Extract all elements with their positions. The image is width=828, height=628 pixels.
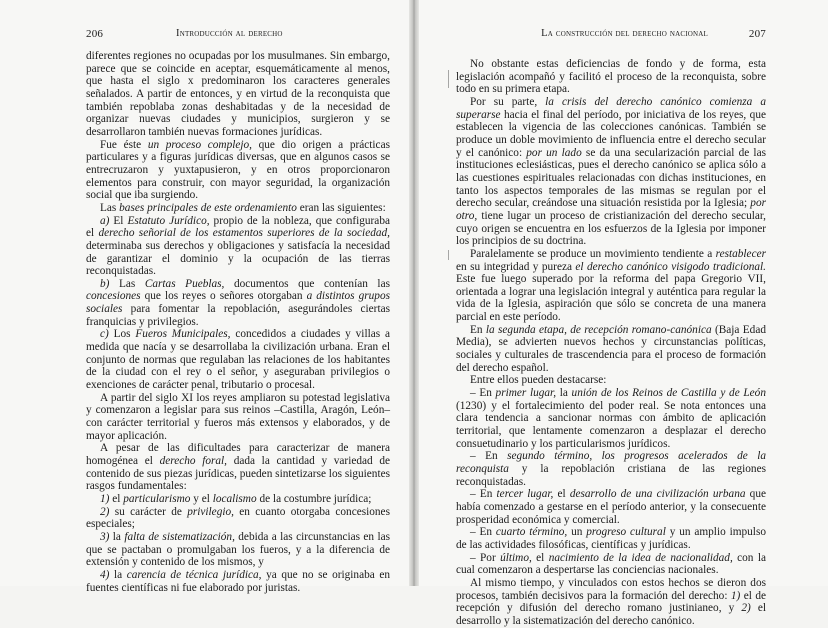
italic-text: carencia de técnica jurídica, [126, 568, 262, 581]
paragraph [86, 493, 390, 506]
text-run: se da una secularización parcial de las instituciones eclesiásticas, pues el derecho canónico se aplica sólo a las cuestiones espirituales relacionadas con dichas instituciones, en tanto los aspectos temporales de las mismas se regulan por el derecho secular, creándose una situación resistida por la Iglesia; [456, 146, 766, 210]
text-run: Fue éste [100, 138, 148, 151]
italic-text: 3) [100, 530, 113, 543]
text-run: Este fue luego superado por la reforma del papa Gregorio VII, orientada a lograr una legislación integral y auténtica para regular la vida de la Iglesia, aspiración que sólo se concreta de una manera parcial en este período. [456, 273, 766, 324]
italic-text: primer lugar, [495, 387, 557, 400]
italic-text: por otro, [456, 197, 766, 222]
text-run: y un amplio impulso de las actividades filosóficas, científicas y jurídicas. [456, 526, 766, 551]
italic-text: bases principales de este ordenamiento [119, 201, 297, 214]
text-run: determinaba sus derechos y obligaciones y satisfacía la necesidad de garantizar el dominio y la ocupación de las tierras reconquistadas. [86, 239, 390, 278]
left-page [0, 0, 410, 594]
paragraph [86, 392, 390, 443]
paragraph [456, 387, 766, 450]
text-run: – En [470, 526, 496, 539]
italic-text: a distintos grupos sociales [86, 290, 390, 316]
text-run: A partir del siglo XI los reyes ampliaron su potestad legislativa y comenzaron a legislar para sus reinos –Castilla, Aragón, León– con carácter territorial y fueros más extensos y elaborados, y de mayor aplicación. [86, 391, 390, 442]
text-run: Paralelamente se produce un movimiento tendiente a [470, 247, 716, 260]
text-run: la [114, 568, 127, 581]
text-run: ya que no se originaba en fuentes científicas ni fue elaborado por juristas. [86, 568, 390, 594]
italic-text: derecho foral, [159, 455, 228, 467]
paragraph [86, 506, 390, 531]
italic-text: nacimiento de la idea de nacionalidad, [548, 551, 733, 564]
text-run: En [470, 323, 486, 336]
text-run: – En [470, 488, 497, 501]
text-run: eran las siguientes: [296, 201, 386, 214]
paragraph [86, 569, 390, 594]
text-run: No obstante estas deficiencias de fondo y de forma, esta legislación acompañó y facilitó el proceso de la reconquista, sobre todo en su primera etapa. [456, 58, 766, 96]
paragraph [456, 96, 766, 248]
text-run: Al mismo tiempo, y vinculados con estos hechos se dieron dos procesos, también decisivos para la formación del derecho: [456, 576, 766, 602]
right-page [418, 0, 828, 627]
text-run: tiene lugar un proceso de cristianización del derecho secular, cuyo origen se encuentra en los esfuerzos de la Iglesia por imponer los principios de su doctrina. [456, 209, 766, 248]
paragraph [86, 215, 390, 278]
paragraph [86, 531, 390, 569]
italic-text: privilegio, [187, 505, 234, 518]
paragraph [456, 526, 766, 551]
paragraph [456, 552, 766, 577]
left-page-number: 206 [86, 28, 104, 40]
text-run: el [112, 492, 124, 505]
italic-text: 2) [741, 602, 751, 615]
italic-text: desarrollo de una civilización urbana [569, 488, 746, 501]
text-run: – Por [470, 551, 501, 564]
text-run: que dio origen a prácticas particulares y a figuras jurídicas diversas, que en algunos casos se entrecruzaron y yuxtapusieron, y en otros proporcionaron elementos para construir, con mayor seguridad, la organización social que iba surgiendo. [86, 138, 390, 202]
italic-text: 4) [100, 568, 114, 581]
text-run: hacia el final del período, por iniciativa de los reyes, que establecen la vigencia de las colecciones canónicas. También se produce un doble movimiento de influencia entre el derecho secular y el canónico: [456, 108, 766, 159]
text-run: Los [113, 328, 136, 341]
italic-text: la segunda etapa, de recepción romano-canónica [485, 323, 712, 336]
text-run: A pesar de las dificultades para caracterizar de manera homogénea el [86, 442, 390, 467]
margin-mark [448, 250, 449, 260]
text-run: para fomentar la repoblación, asegurándoles ciertas franquicias y privilegios. [86, 303, 390, 328]
paragraph [86, 278, 390, 329]
text-run: Por su parte, [470, 95, 546, 108]
text-run: propio de la nobleza, que configuraba el [86, 214, 390, 240]
paragraph [456, 324, 766, 375]
italic-text: cuarto término, [495, 526, 568, 539]
text-run: (1230) y el fortalecimiento del poder real. Se nota entonces una clara tendencia a sancionar normas con ámbito de aplicación territorial, que lentamente comenzaron a desplazar el derecho consuetudinario y los particularismos jurídicos. [456, 399, 766, 450]
text-run: su carácter de [114, 505, 188, 518]
margin-mark [448, 70, 449, 88]
paragraph [456, 248, 766, 324]
italic-text: segundo término, los progresos acelerados de la reconquista [456, 450, 766, 475]
text-run: un [567, 526, 587, 539]
italic-text: 1) [730, 589, 741, 602]
text-run: el [531, 551, 549, 564]
paragraph [456, 577, 766, 628]
italic-text: restablecer [715, 247, 766, 260]
italic-text: Cartas Pueblas, [144, 277, 225, 290]
text-run: Las [100, 201, 120, 214]
right-body-text [456, 58, 766, 628]
text-run: El [113, 214, 128, 227]
text-run: y la repoblación cristiana de las regiones reconquistadas. [456, 463, 766, 488]
text-run: que había comenzado a gestarse en el período anterior, y la consecuente prosperidad económica y comercial. [456, 488, 766, 526]
paragraph [456, 58, 766, 96]
text-run: debida a las circunstancias en las que se pactaban o promulgaban los fueros, y a la diferencia de extensión y contenido de los mismos, y [86, 530, 390, 569]
italic-text: localismo [212, 492, 257, 505]
text-run: Las [118, 277, 145, 290]
italic-text: derecho señorial de los estamentos superiores de la sociedad, [98, 227, 390, 240]
italic-text: b) [100, 277, 119, 290]
italic-text: Fueros Municipales, [135, 328, 231, 341]
italic-text: un proceso complejo, [147, 138, 252, 151]
text-run: diferentes regiones no ocupadas por los musulmanes. Sin embargo, parece que se coincide en aceptar, esquemáticamente al menos, que hasta el siglo x predominaron los caracteres generales señalados. A partir de entonces, y en virtud de la reconquista que también repoblaba zonas deshabitadas y de la necesidad de organizar nuevas ciudades y municipios, surgieron y se desarrollaron también nuevas formaciones jurídicas. [86, 50, 390, 138]
italic-text: el derecho canónico visigodo tradicional. [575, 260, 766, 273]
text-run: en su integridad y pureza [456, 260, 576, 273]
italic-text: Estatuto Jurídico, [127, 214, 210, 227]
left-running-head: Introducción al derecho [176, 28, 283, 39]
paragraph [456, 488, 766, 526]
italic-text: por un lado [526, 146, 582, 159]
text-run: la [112, 530, 125, 543]
italic-text: la crisis del derecho canónico comienza a superarse [456, 95, 766, 121]
left-page-header [86, 28, 390, 42]
italic-text: unión de los Reinos de Castilla y de León [571, 387, 766, 400]
paragraph [456, 450, 766, 488]
text-run: de la costumbre jurídica; [256, 492, 372, 505]
text-run: el desarrollo y la sistematización del derecho canónico. [456, 602, 766, 627]
right-page-header [504, 28, 766, 42]
italic-text: falta de sistematización, [124, 530, 235, 543]
text-run: (Baja Edad Media), se advierten nuevos hechos y circunstancias políticas, sociales y culturales de trascendencia para el proceso de formación del derecho español. [456, 323, 766, 374]
italic-text: 2) [100, 505, 115, 518]
text-run: – En [470, 450, 508, 463]
text-run: – En [470, 387, 496, 400]
italic-text: concesiones [86, 290, 141, 303]
text-run: en cuanto otorgaba concesiones especiales; [86, 505, 390, 531]
text-run: la [556, 387, 572, 400]
italic-text: progreso cultural [586, 526, 666, 539]
paragraph [456, 374, 766, 387]
paragraph [86, 139, 390, 202]
italic-text: c) [100, 328, 114, 341]
italic-text: 1) [100, 492, 113, 505]
text-run: con la cual comenzaron a despertarse las conciencias nacionales. [456, 551, 766, 577]
italic-text: último, [500, 551, 532, 564]
italic-text: tercer lugar, [496, 488, 554, 501]
text-run: y el [190, 492, 213, 505]
text-run: dada la cantidad y variedad de contenido de sus piezas jurídicas, pueden sintetizarse los siguientes rasgos fundamentales: [86, 455, 390, 493]
text-run: que los reyes o señores otorgaban [140, 290, 307, 303]
paragraph [86, 202, 390, 215]
paragraph [86, 442, 390, 493]
text-run: el de recepción y difusión del derecho romano justinianeo, y [456, 589, 766, 615]
italic-text: a) [100, 214, 114, 227]
paragraph [86, 328, 390, 391]
text-run: documentos que contenían las [224, 277, 390, 290]
left-body-text [86, 50, 390, 594]
paragraph [86, 50, 390, 139]
right-running-head: La construcción del derecho nacional [541, 28, 708, 39]
text-run: concedidos a ciudades y villas a medida que nacía y se desarrollaba la civilización urbana. Eran el conjunto de normas que regulaban las relaciones de los habitantes de la ciudad con el rey o el señor, y aseguraban privilegios o exenciones de carácter penal, tributario o procesal. [86, 328, 390, 392]
text-run: el [553, 488, 570, 501]
text-run: Entre ellos pueden destacarse: [470, 374, 607, 387]
right-page-number: 207 [748, 28, 766, 40]
italic-text: particularismo [123, 492, 191, 505]
